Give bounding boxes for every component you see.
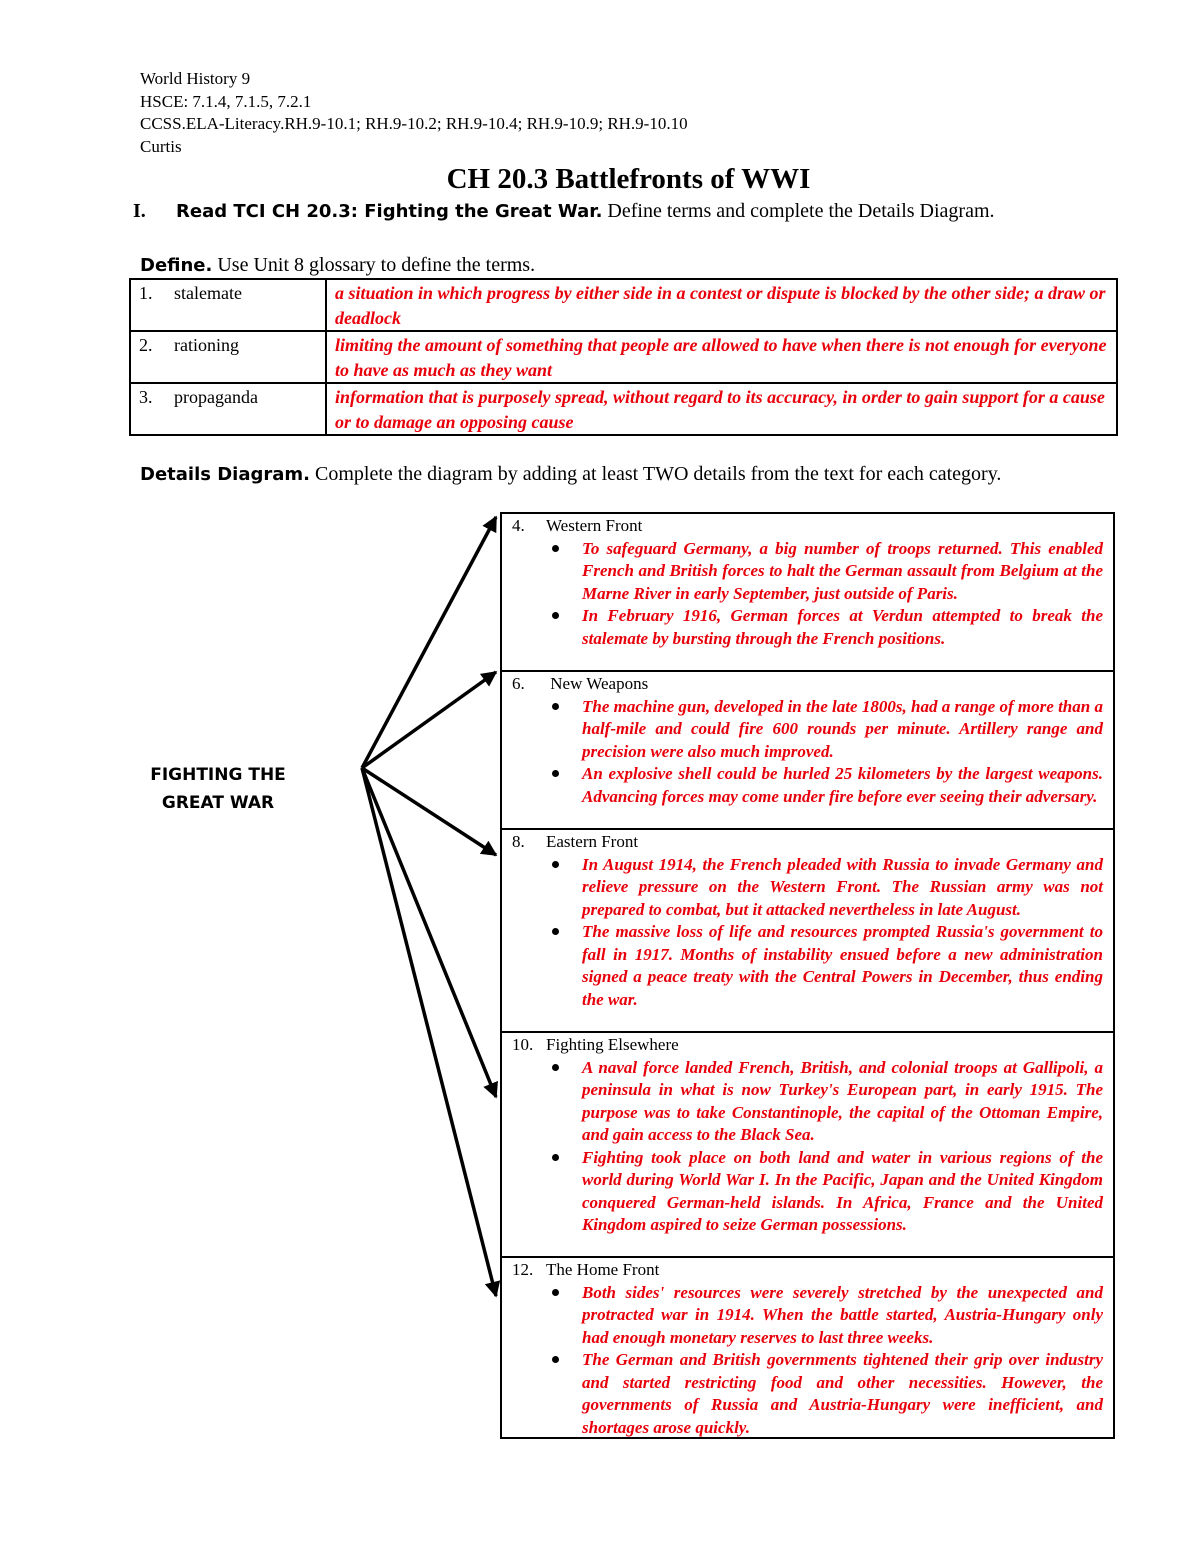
category-title: Fighting Elsewhere xyxy=(546,1035,679,1054)
category-box-fighting-elsewhere xyxy=(500,1031,1115,1258)
hsce-standards: HSCE: 7.1.4, 7.1.5, 7.2.1 xyxy=(140,91,312,111)
arrow-western-front xyxy=(362,517,496,768)
category-number: 6. xyxy=(512,674,525,693)
bullet-icon xyxy=(552,1064,559,1071)
page-title: CH 20.3 Battlefronts of WWI xyxy=(446,163,811,195)
term-number: 3. xyxy=(139,387,153,407)
instruction-text: Define terms and complete the Details Diagram. xyxy=(602,200,995,222)
detail-item xyxy=(512,1349,1103,1439)
arrow-new-weapons xyxy=(362,672,496,768)
category-title: Western Front xyxy=(546,516,643,535)
detail-item xyxy=(512,921,1103,1011)
center-label-line: FIGHTING THE xyxy=(150,765,286,785)
detail-text: A naval force landed French, British, and colonial troops at Gallipoli, a peninsula in what is now Turkey's European part, in early 1915. The purpose was to take Constantinople, the capital of the Ottoman Empire, and gain access to the Black Sea. xyxy=(582,1057,1103,1144)
category-number: 12. xyxy=(512,1260,534,1279)
bullet-icon xyxy=(552,770,559,777)
section-number: I. xyxy=(133,200,146,222)
category-number: 4. xyxy=(512,516,525,535)
center-label-line: GREAT WAR xyxy=(161,793,275,813)
detail-text: The German and British governments tightened their grip over industry and started restricting food and other necessities. However, the governments of Russia and Austria-Hungary were inefficient, and shortages arose quickly. xyxy=(582,1350,1103,1437)
bullet-icon xyxy=(552,928,559,935)
bullet-icon xyxy=(552,861,559,868)
definition-cell: a situation in which progress by either side in a contest or dispute is blocked by the other side; a draw or deadlock xyxy=(326,279,1117,331)
category-heading xyxy=(512,673,1103,696)
detail-text: An explosive shell could be hurled 25 kilometers by the largest weapons. Advancing forces may come under fire before ever seeing their adversary. xyxy=(582,764,1103,806)
bullet-icon xyxy=(552,1154,559,1161)
detail-item xyxy=(512,1057,1103,1147)
category-heading xyxy=(512,1259,1103,1282)
category-box-new-weapons xyxy=(500,670,1115,830)
term-word: stalemate xyxy=(174,283,242,303)
arrow-fighting-elsewhere xyxy=(362,768,496,1097)
bullet-icon xyxy=(552,703,559,710)
detail-text: In February 1916, German forces at Verdun attempted to break the stalemate by bursting through the French positions. xyxy=(582,606,1103,648)
category-number: 10. xyxy=(512,1035,534,1054)
category-heading xyxy=(512,1034,1103,1057)
detail-text: To safeguard Germany, a big number of troops returned. This enabled French and British forces to halt the German assault from Belgium at the Marne River in early September, just outside of Paris. xyxy=(582,538,1103,603)
ccss-standards: CCSS.ELA-Literacy.RH.9-10.1; RH.9-10.2; RH.9-10.4; RH.9-10.9; RH.9-10.10 xyxy=(140,114,688,133)
detail-item xyxy=(512,1282,1103,1350)
category-title: Eastern Front xyxy=(546,832,639,851)
detail-text: The machine gun, developed in the late 1800s, had a range of more than a half-mile and could fire 600 rounds per minute. Artillery range and precision were also much improved. xyxy=(582,696,1103,761)
detail-item xyxy=(512,605,1103,650)
detail-list xyxy=(512,538,1103,651)
category-box-home-front xyxy=(500,1256,1115,1439)
category-box-western-front xyxy=(500,512,1115,672)
definition-cell: limiting the amount of something that people are allowed to have when there is not enough for everyone to have as much as they want xyxy=(326,331,1117,383)
detail-item xyxy=(512,538,1103,606)
detail-list xyxy=(512,1282,1103,1440)
category-heading xyxy=(512,831,1103,854)
diagram-text: Complete the diagram by adding at least TWO details from the text for each category. xyxy=(309,463,1002,485)
arrow-home-front xyxy=(362,768,496,1296)
term-word: rationing xyxy=(174,335,239,355)
category-box-eastern-front xyxy=(500,828,1115,1033)
detail-list xyxy=(512,1057,1103,1237)
detail-text: Both sides' resources were severely stretched by the unexpected and protracted war in 1914. When the battle started, Austria-Hungary only had enough monetary reserves to last three weeks. xyxy=(582,1282,1103,1347)
category-heading xyxy=(512,515,1103,538)
bullet-icon xyxy=(552,545,559,552)
bullet-icon xyxy=(552,612,559,619)
definition-cell: information that is purposely spread, without regard to its accuracy, in order to gain support for a cause or to damage an opposing cause xyxy=(326,383,1117,435)
detail-text: The massive loss of life and resources prompted Russia's government to fall in 1917. Months of instability ensued before a new administration signed a peace treaty with the Central Powers in December, thus ending the war. xyxy=(582,922,1103,1009)
category-title: The Home Front xyxy=(546,1260,660,1279)
instruction-bold: Read TCI CH 20.3: Fighting the Great War. xyxy=(176,201,603,222)
detail-item xyxy=(512,854,1103,922)
category-number: 8. xyxy=(512,832,525,851)
bullet-icon xyxy=(552,1356,559,1363)
term-number: 1. xyxy=(139,283,153,303)
detail-list xyxy=(512,854,1103,1012)
diagram-label: Details Diagram. xyxy=(140,464,310,485)
category-title: New Weapons xyxy=(546,674,649,693)
bullet-icon xyxy=(552,1289,559,1296)
detail-text: Fighting took place on both land and water in various regions of the world during World War I. In the Pacific, Japan and the United Kingdom conquered German-held islands. In Africa, France and the United Kingdom aspired to seize German possessions. xyxy=(582,1147,1103,1234)
teacher-name: Curtis xyxy=(140,136,182,156)
detail-list xyxy=(512,696,1103,809)
detail-item xyxy=(512,1147,1103,1237)
detail-item xyxy=(512,763,1103,808)
detail-text: In August 1914, the French pleaded with Russia to invade Germany and relieve pressure on the Western Front. The Russian army was not prepared to combat, but it attacked nevertheless in late August. xyxy=(582,854,1103,919)
term-word: propaganda xyxy=(174,387,258,407)
detail-item xyxy=(512,696,1103,764)
define-label: Define. xyxy=(140,255,213,276)
define-text: Use Unit 8 glossary to define the terms. xyxy=(212,254,536,276)
course-name: World History 9 xyxy=(140,69,251,88)
term-number: 2. xyxy=(139,335,153,355)
